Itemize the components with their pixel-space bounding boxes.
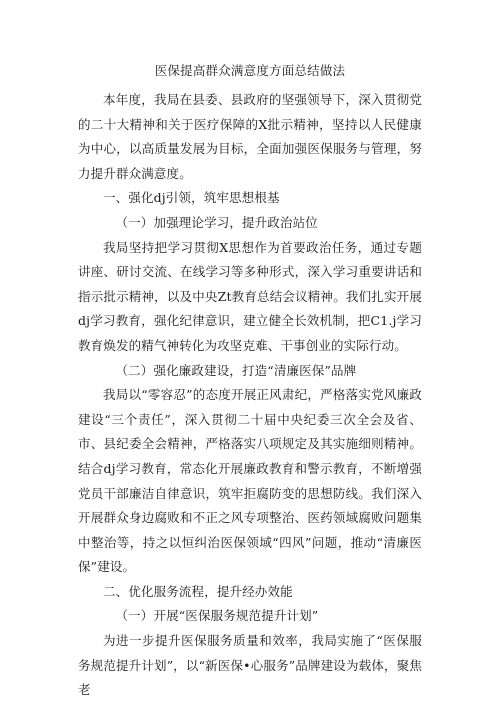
paragraph-integrity: 我局以“零容忍”的态度开展正风肃纪，严格落实党风廉政建设“三个责任”，深入贯彻二十届中央纪委三次全会及省、市、县纪委全会精神，严格落实八项规定及其实施细则精神。结合dj学习教育，常态化开展廉政教育和警示教育，不断增强党员干部廉洁自律意识，筑牢拒腐防变的思想防线。我们深入开展群众身边腐败和不正之风专项整治、医药领域腐败问题集中整治等，持之以恒纠治医保领域“四风”问题，推动“清廉医保”建设。 xyxy=(78,387,422,575)
subsection-heading-1-2: （二）强化廉政建设，打造“清廉医保”品牌 xyxy=(115,362,357,378)
section-heading-1: 一、强化dj引领，筑牢思想根基 xyxy=(103,190,280,206)
document-title: 医保提高群众满意度方面总结做法 xyxy=(154,63,346,78)
paragraph-theory-study: 我局坚持把学习贯彻X思想作为首要政治任务，通过专题讲座、研讨交流、在线学习等多种形式，深入学习重要讲话和指示批示精神，以及中央Zt教育总结会议精神。我们扎实开展dj学习教育，强化纪律意识，建立健全长效机制，把C1.j学习教育焕发的精气神转化为攻坚克难、干事创业的实际行动。 xyxy=(78,239,422,353)
paragraph-intro: 本年度，我局在县委、县政府的坚强领导下，深入贯彻党的二十大精神和关于医疗保障的X批示精神，坚持以人民健康为中心，以高质量发展为目标，全面加强医保服务与管理，努力提升群众满意度。 xyxy=(78,92,422,181)
section-heading-2: 二、优化服务流程，提升经办效能 xyxy=(103,583,293,599)
subsection-heading-2-1: （一）开展“医保服务规范提升计划” xyxy=(115,608,319,624)
subsection-heading-1-1: （一）加强理论学习，提升政治站位 xyxy=(115,214,318,230)
paragraph-service-plan: 为进一步提升医保服务质量和效率，我局实施了“医保服务规范提升计划”，以“新医保•心服务”品牌建设为载体，聚焦老 xyxy=(78,633,422,698)
